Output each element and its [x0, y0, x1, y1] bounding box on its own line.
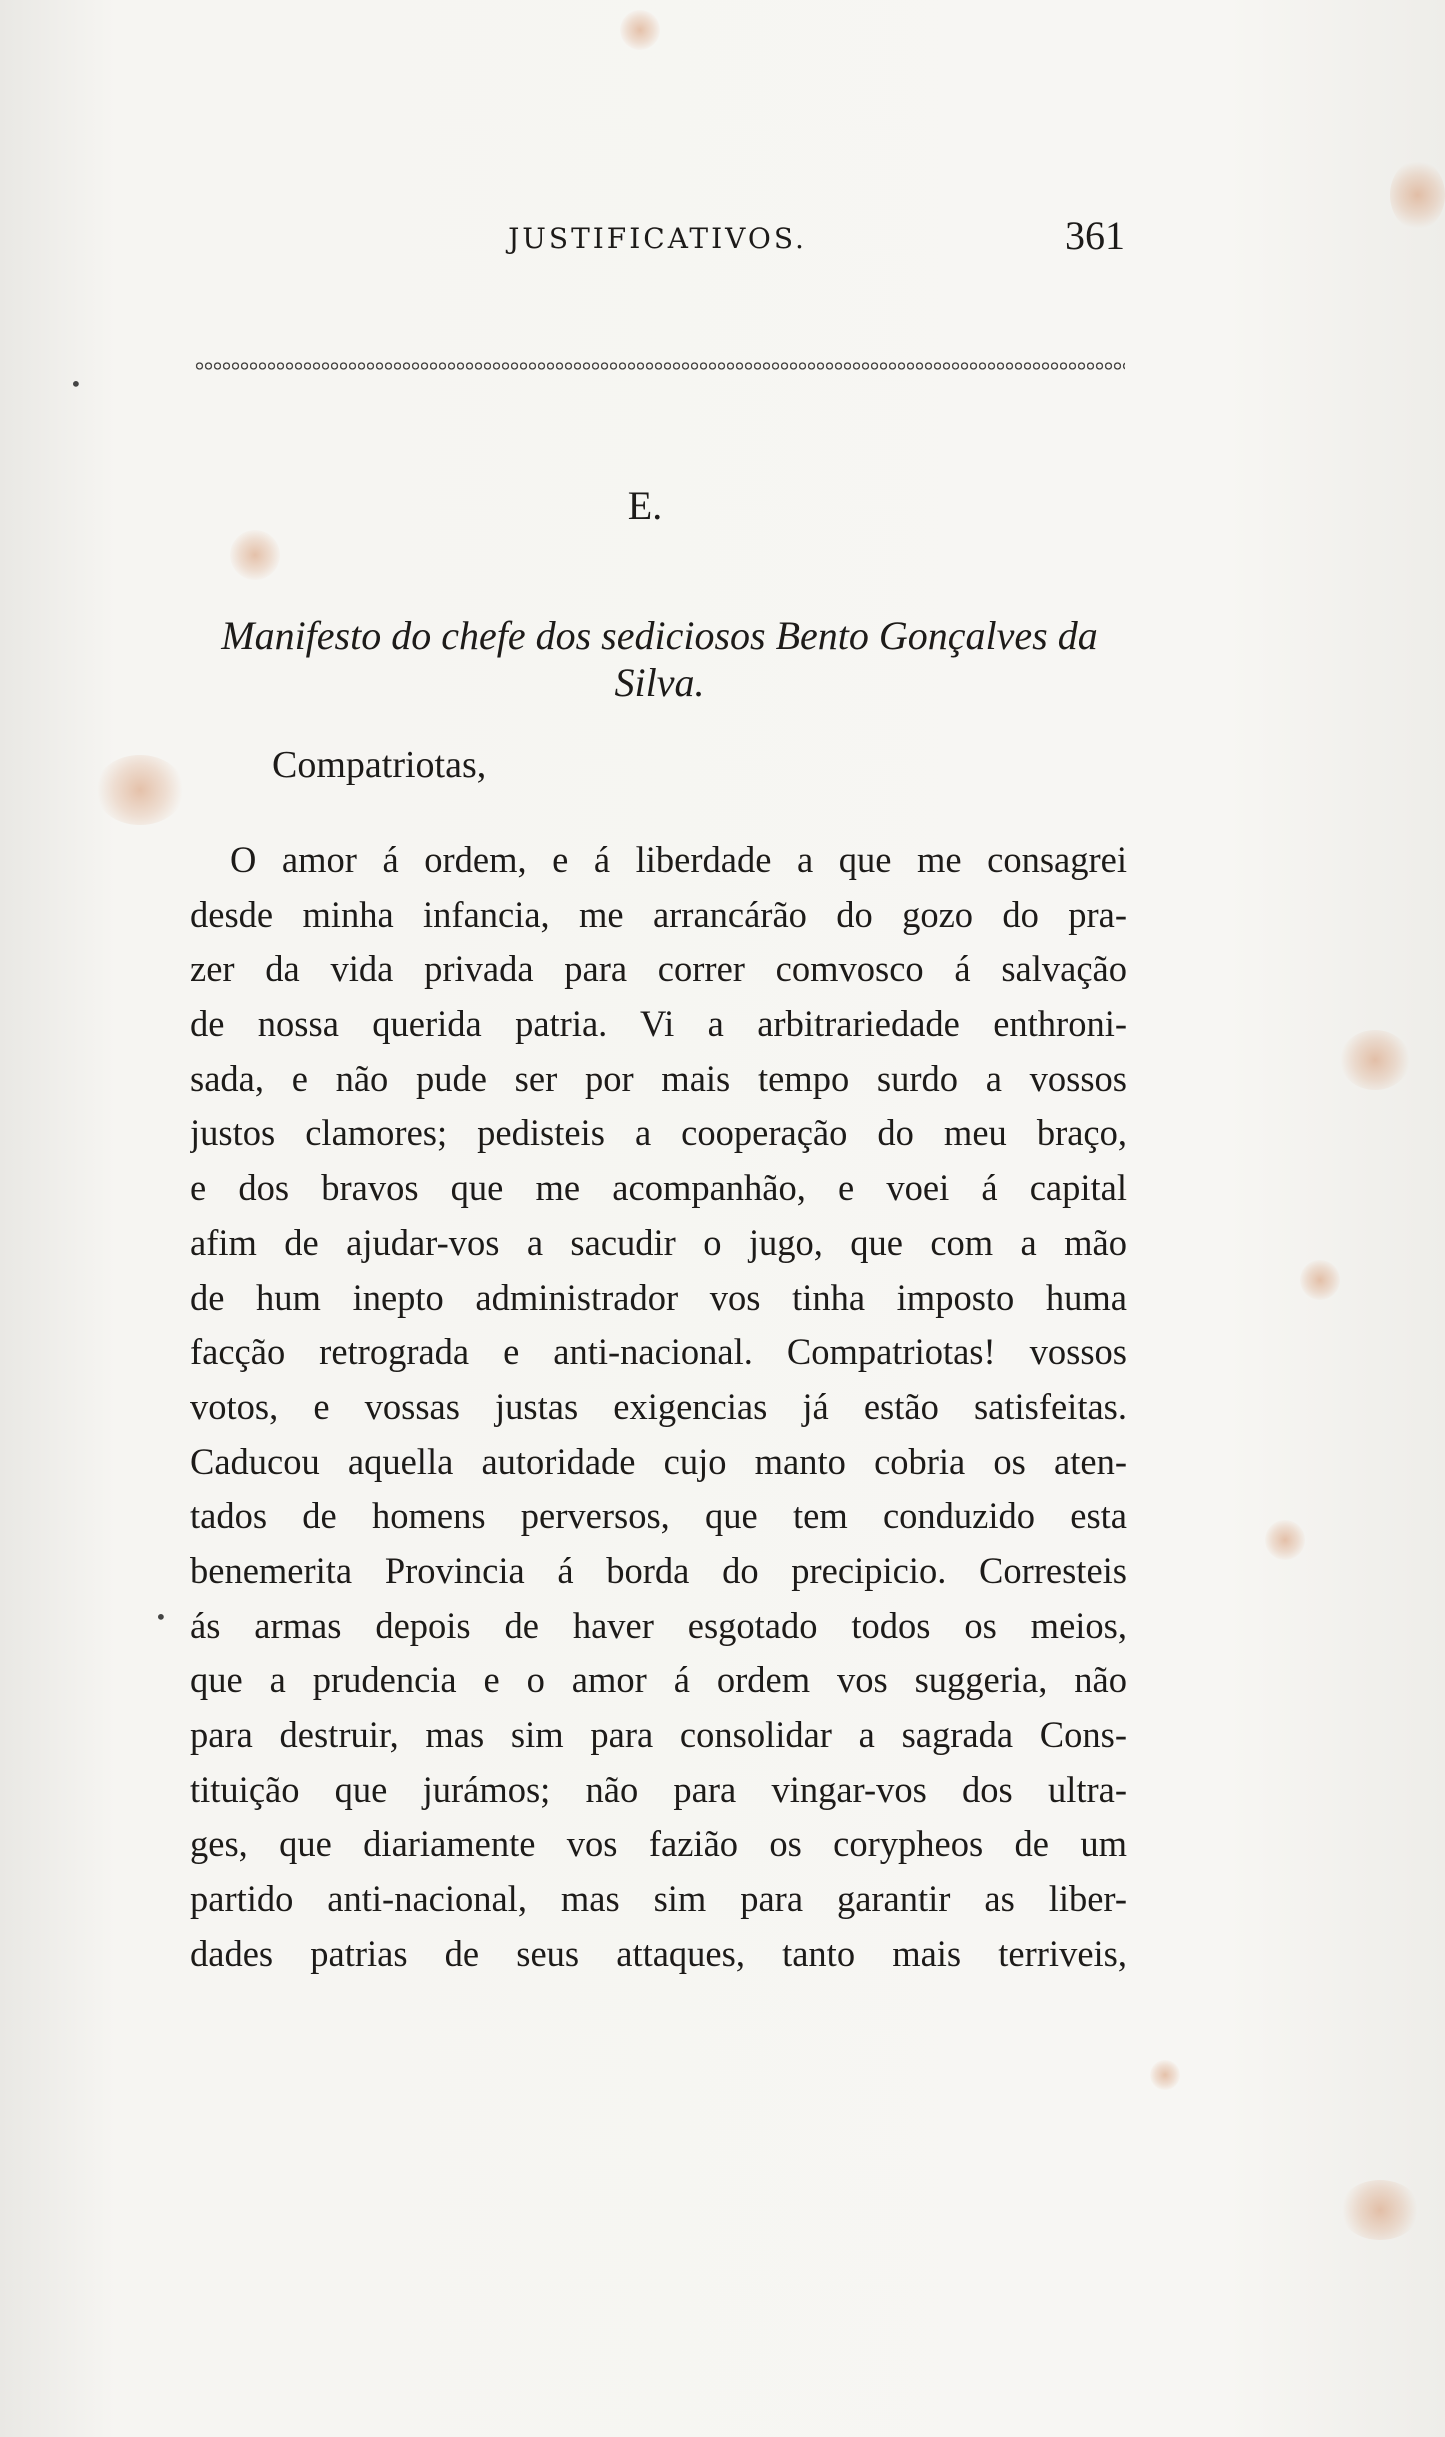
- text-line: de hum inepto administrador vos tinha imposto huma: [190, 1276, 1127, 1318]
- text-line: zer da vida privada para correr comvosco á salvação: [190, 948, 1127, 990]
- text-line: votos, e vossas justas exigencias já estão satisfeitas.: [190, 1385, 1127, 1427]
- salutation: Compatriotas,: [272, 744, 487, 786]
- text-line: para destruir, mas sim para consolidar a sagrada Cons-: [190, 1714, 1127, 1755]
- page-number: 361: [1065, 213, 1125, 258]
- text-line: tados de homens perversos, que tem conduzido esta: [190, 1495, 1127, 1537]
- ornamental-rule: [195, 360, 1125, 372]
- text-line: O amor á ordem, e á liberdade a que me consagrei: [230, 839, 1127, 880]
- running-title: JUSTIFICATIVOS.: [508, 222, 807, 255]
- text-line: afim de ajudar-vos a sacudir o jugo, que com a mão: [190, 1221, 1127, 1263]
- text-line: dades patrias de seus attaques, tanto mais terriveis,: [190, 1932, 1127, 1974]
- text-line: Caducou aquella autoridade cujo manto cobria os aten-: [190, 1440, 1127, 1482]
- text-line: ges, que diariamente vos fazião os corypheos de um: [190, 1823, 1127, 1865]
- foxing-stain: [95, 755, 185, 825]
- text-line: de nossa querida patria. Vi a arbitrariedade enthroni-: [190, 1003, 1127, 1045]
- document-title: Manifesto do chefe dos sediciosos Bento Gonçalves da Silva.: [221, 613, 1098, 705]
- foxing-stain: [620, 10, 660, 50]
- foxing-stain: [1340, 1030, 1410, 1090]
- text-line: ás armas depois de haver esgotado todos os meios,: [190, 1604, 1127, 1646]
- text-line: justos clamores; pedisteis a cooperação do meu braço,: [190, 1112, 1127, 1154]
- text-line: tituição que jurámos; não para vingar-vos dos ultra-: [190, 1768, 1127, 1810]
- text-line: partido anti-nacional, mas sim para garantir as liber-: [190, 1878, 1127, 1920]
- ink-mark: •: [70, 372, 82, 396]
- body-text: [190, 833, 1127, 1981]
- page-header: [190, 212, 1125, 272]
- ink-mark: •: [155, 1605, 167, 1629]
- section-letter: E.: [627, 483, 663, 528]
- foxing-stain: [1340, 2180, 1420, 2240]
- text-line: que a prudencia e o amor á ordem vos suggeria, não: [190, 1659, 1127, 1701]
- foxing-stain: [230, 530, 280, 580]
- foxing-stain: [1390, 160, 1445, 230]
- text-line: e dos bravos que me acompanhão, e voei á capital: [190, 1167, 1127, 1209]
- text-line: benemerita Provincia á borda do precipicio. Corresteis: [190, 1549, 1127, 1591]
- foxing-stain: [1150, 2060, 1180, 2090]
- foxing-stain: [1265, 1520, 1305, 1560]
- text-line: sada, e não pude ser por mais tempo surdo a vossos: [190, 1057, 1127, 1099]
- text-line: desde minha infancia, me arrancárão do gozo do pra-: [190, 893, 1127, 935]
- foxing-stain: [1300, 1260, 1340, 1300]
- text-line: facção retrograda e anti-nacional. Compatriotas! vossos: [190, 1331, 1127, 1373]
